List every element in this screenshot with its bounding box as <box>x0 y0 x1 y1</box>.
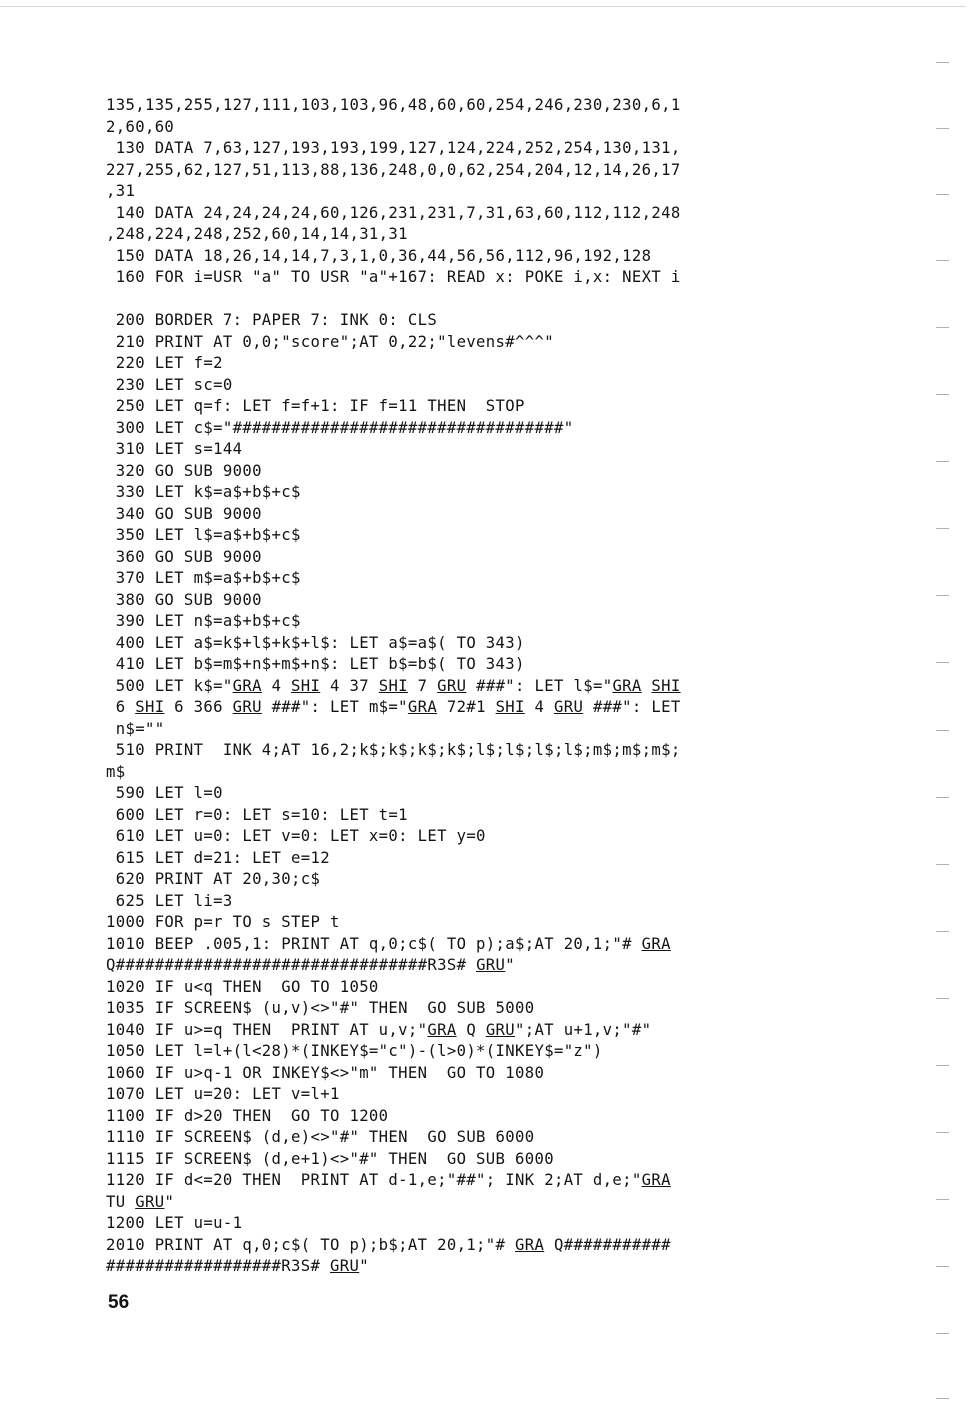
code-text: ,248,224,248,252,60,14,14,31,31 <box>106 225 408 243</box>
code-text: Q########### <box>544 1235 671 1254</box>
code-line <box>106 375 866 397</box>
graphics-keyword: SHI <box>495 698 525 716</box>
code-line <box>106 95 866 117</box>
code-text: 130 DATA 7,63,127,193,193,199,127,124,224,252,254,130,131, <box>106 139 681 157</box>
code-line <box>106 891 866 913</box>
code-text: TU <box>106 1192 136 1211</box>
margin-tick <box>936 1266 949 1267</box>
graphics-keyword: GRA <box>515 1235 545 1254</box>
code-text: 360 GO SUB 9000 <box>106 547 262 566</box>
code-text: 6 366 <box>164 698 233 716</box>
graphics-keyword: GRA <box>612 676 642 695</box>
code-text: 1010 BEEP .005,1: PRINT AT q,0;c$( TO p);a$;AT 20,1;"# <box>106 934 642 953</box>
margin-tick <box>936 864 949 865</box>
code-text: 2,60,60 <box>106 117 175 136</box>
code-line <box>106 396 866 418</box>
code-text: n$="" <box>106 719 165 738</box>
code-text: 200 BORDER 7: PAPER 7: INK 0: CLS <box>106 311 438 329</box>
code-line <box>106 181 866 203</box>
code-text: 510 PRINT INK 4;AT 16,2;k$;k$;k$;k$;l$;l$;l$;l$;m$;m$;m$; <box>106 741 681 759</box>
code-text: 350 LET l$=a$+b$+c$ <box>106 526 301 544</box>
code-text: ###": LET m$=" <box>261 698 408 716</box>
code-text: 410 LET b$=m$+n$+m$+n$: LET b$=b$( TO 343) <box>106 655 525 673</box>
margin-tick <box>936 998 949 999</box>
code-text: 340 GO SUB 9000 <box>106 504 262 523</box>
code-text: 310 LET s=144 <box>106 440 243 458</box>
code-text: 1115 IF SCREEN$ (d,e+1)<>"#" THEN GO SUB 6000 <box>106 1149 554 1168</box>
code-text: ###": LET <box>583 698 681 716</box>
code-line <box>106 912 866 934</box>
code-line <box>106 869 866 891</box>
code-line <box>106 310 866 332</box>
code-line <box>106 246 866 268</box>
code-text: 4 37 <box>320 676 379 695</box>
code-text: 250 LET q=f: LET f=f+1: IF f=11 THEN STOP <box>106 397 525 415</box>
code-line <box>106 547 866 569</box>
code-text: 1040 IF u>=q THEN PRINT AT u,v;" <box>106 1020 428 1039</box>
margin-tick <box>936 931 949 932</box>
code-line <box>106 439 866 461</box>
code-line <box>106 654 866 676</box>
code-text: Q################################R3S# <box>106 956 477 974</box>
graphics-keyword: GRU <box>135 1192 165 1211</box>
graphics-keyword: GRA <box>427 1020 457 1039</box>
graphics-keyword: SHI <box>135 698 165 716</box>
code-line <box>106 1020 866 1042</box>
code-line <box>106 160 866 182</box>
code-line <box>106 1235 866 1257</box>
code-line <box>106 1106 866 1128</box>
code-line <box>106 934 866 956</box>
margin-tick <box>936 1199 949 1200</box>
code-text: ##################R3S# <box>106 1257 330 1275</box>
graphics-keyword: GRU <box>476 956 506 974</box>
code-line <box>106 826 866 848</box>
code-text: 72#1 <box>437 698 496 716</box>
code-text: 150 DATA 18,26,14,14,7,3,1,0,36,44,56,56,112,96,192,128 <box>106 246 652 265</box>
margin-tick <box>936 528 949 529</box>
margin-tick <box>936 461 949 462</box>
code-text: 135,135,255,127,111,103,103,96,48,60,60,254,246,230,230,6,1 <box>106 96 681 114</box>
code-text: 1100 IF d>20 THEN GO TO 1200 <box>106 1106 389 1125</box>
code-line <box>106 762 866 784</box>
code-line <box>106 353 866 375</box>
code-text: 1035 IF SCREEN$ (u,v)<>"#" THEN GO SUB 5000 <box>106 999 535 1017</box>
code-line <box>106 525 866 547</box>
code-text: 300 LET c$="##################################" <box>106 418 574 437</box>
code-text: 610 LET u=0: LET v=0: LET x=0: LET y=0 <box>106 827 486 845</box>
margin-tick <box>936 1333 949 1334</box>
code-text: 390 LET n$=a$+b$+c$ <box>106 612 301 630</box>
code-line <box>106 1256 866 1278</box>
code-line <box>106 740 866 762</box>
graphics-keyword: GRU <box>232 698 262 716</box>
code-line <box>106 977 866 999</box>
graphics-keyword: SHI <box>651 676 681 695</box>
code-text: 500 LET k$=" <box>106 676 233 695</box>
code-text: 227,255,62,127,51,113,88,136,248,0,0,62,254,204,12,14,26,17 <box>106 160 681 179</box>
code-text <box>642 677 652 695</box>
code-line <box>106 568 866 590</box>
code-text: 370 LET m$=a$+b$+c$ <box>106 569 301 587</box>
code-line <box>106 719 866 741</box>
margin-tick <box>936 1132 949 1133</box>
code-text: 600 LET r=0: LET s=10: LET t=1 <box>106 805 408 824</box>
graphics-keyword: GRA <box>407 698 438 716</box>
code-text: 1060 IF u>q-1 OR INKEY$<>"m" THEN GO TO 1080 <box>106 1063 545 1082</box>
code-text: ,31 <box>106 182 136 200</box>
code-line <box>106 676 866 698</box>
code-text: 220 LET f=2 <box>106 354 223 372</box>
code-line <box>106 955 866 977</box>
margin-tick <box>936 730 949 731</box>
code-line <box>106 117 866 139</box>
code-line <box>106 1192 866 1214</box>
graphics-keyword: GRU <box>437 676 467 695</box>
code-text: 4 <box>261 676 292 695</box>
code-text: " <box>359 1257 369 1275</box>
code-text: 620 PRINT AT 20,30;c$ <box>106 870 321 888</box>
code-text: ";AT u+1,v;"#" <box>515 1020 652 1039</box>
margin-tick <box>936 1398 949 1399</box>
code-line <box>106 848 866 870</box>
graphics-keyword: SHI <box>291 676 321 695</box>
code-text: 1110 IF SCREEN$ (d,e)<>"#" THEN GO SUB 6000 <box>106 1128 535 1146</box>
code-text: 380 GO SUB 9000 <box>106 590 262 609</box>
code-line <box>106 1084 866 1106</box>
top-edge-rule <box>0 6 966 7</box>
code-text: 210 PRINT AT 0,0;"score";AT 0,22;"levens#^^^" <box>106 332 554 351</box>
code-line <box>106 461 866 483</box>
program-listing <box>106 95 866 1278</box>
page-number: 56 <box>108 1292 130 1313</box>
code-line <box>106 332 866 354</box>
code-line <box>106 697 866 719</box>
code-text: ###": LET l$=" <box>466 676 613 695</box>
code-line <box>106 1041 866 1063</box>
margin-tick <box>936 62 949 63</box>
code-line <box>106 611 866 633</box>
code-text: 7 <box>407 676 438 695</box>
margin-tick <box>936 260 949 261</box>
code-text: 1070 LET u=20: LET v=l+1 <box>106 1085 340 1103</box>
code-text: 320 GO SUB 9000 <box>106 461 262 480</box>
code-text: 140 DATA 24,24,24,24,60,126,231,231,7,31,63,60,112,112,248 <box>106 203 681 222</box>
code-text: 400 LET a$=k$+l$+k$+l$: LET a$=a$( TO 343) <box>106 633 525 652</box>
code-line <box>106 138 866 160</box>
margin-tick <box>936 797 949 798</box>
code-line <box>106 1170 866 1192</box>
code-line <box>106 418 866 440</box>
code-text: 160 FOR i=USR "a" TO USR "a"+167: READ x: POKE i,x: NEXT i <box>106 268 681 286</box>
margin-tick <box>936 128 949 129</box>
code-text: m$ <box>106 762 126 781</box>
code-text: " <box>164 1192 175 1211</box>
code-text: Q <box>456 1020 486 1039</box>
code-text: 1050 LET l=l+(l<28)*(INKEY$="c")-(l>0)*(INKEY$="z") <box>106 1042 603 1060</box>
margin-tick <box>936 394 949 395</box>
code-text: 330 LET k$=a$+b$+c$ <box>106 483 301 501</box>
code-text: 615 LET d=21: LET e=12 <box>106 848 330 867</box>
graphics-keyword: GRA <box>641 1171 671 1189</box>
code-line <box>106 633 866 655</box>
code-text: 4 <box>524 698 554 716</box>
code-text: 590 LET l=0 <box>106 784 223 802</box>
code-text: " <box>505 956 516 974</box>
code-line <box>106 1127 866 1149</box>
margin-tick <box>936 1065 949 1066</box>
margin-tick <box>936 662 949 663</box>
code-line <box>106 267 866 289</box>
code-text: 230 LET sc=0 <box>106 375 233 394</box>
code-text: 1020 IF u<q THEN GO TO 1050 <box>106 977 379 996</box>
code-line <box>106 805 866 827</box>
code-text: 625 LET li=3 <box>106 891 233 910</box>
code-text: 2010 PRINT AT q,0;c$( TO p);b$;AT 20,1;"# <box>106 1235 516 1254</box>
code-line <box>106 590 866 612</box>
graphics-keyword: GRA <box>232 676 262 695</box>
code-line <box>106 289 866 311</box>
code-line <box>106 998 866 1020</box>
code-line <box>106 1213 866 1235</box>
margin-tick <box>936 194 949 195</box>
code-line <box>106 504 866 526</box>
graphics-keyword: GRU <box>329 1257 360 1275</box>
margin-tick <box>936 595 949 596</box>
code-text: 6 <box>106 698 136 716</box>
graphics-keyword: SHI <box>378 676 408 695</box>
graphics-keyword: GRA <box>641 934 671 953</box>
code-text: 1200 LET u=u-1 <box>106 1214 243 1232</box>
code-text: 1120 IF d<=20 THEN PRINT AT d-1,e;"##"; INK 2;AT d,e;" <box>106 1171 642 1189</box>
code-line <box>106 1149 866 1171</box>
code-line <box>106 203 866 225</box>
margin-tick <box>936 327 949 328</box>
code-line <box>106 783 866 805</box>
code-line <box>106 1063 866 1085</box>
code-line <box>106 224 866 246</box>
graphics-keyword: GRU <box>485 1020 516 1039</box>
code-text: 1000 FOR p=r TO s STEP t <box>106 913 340 931</box>
graphics-keyword: GRU <box>554 698 584 716</box>
code-line <box>106 482 866 504</box>
